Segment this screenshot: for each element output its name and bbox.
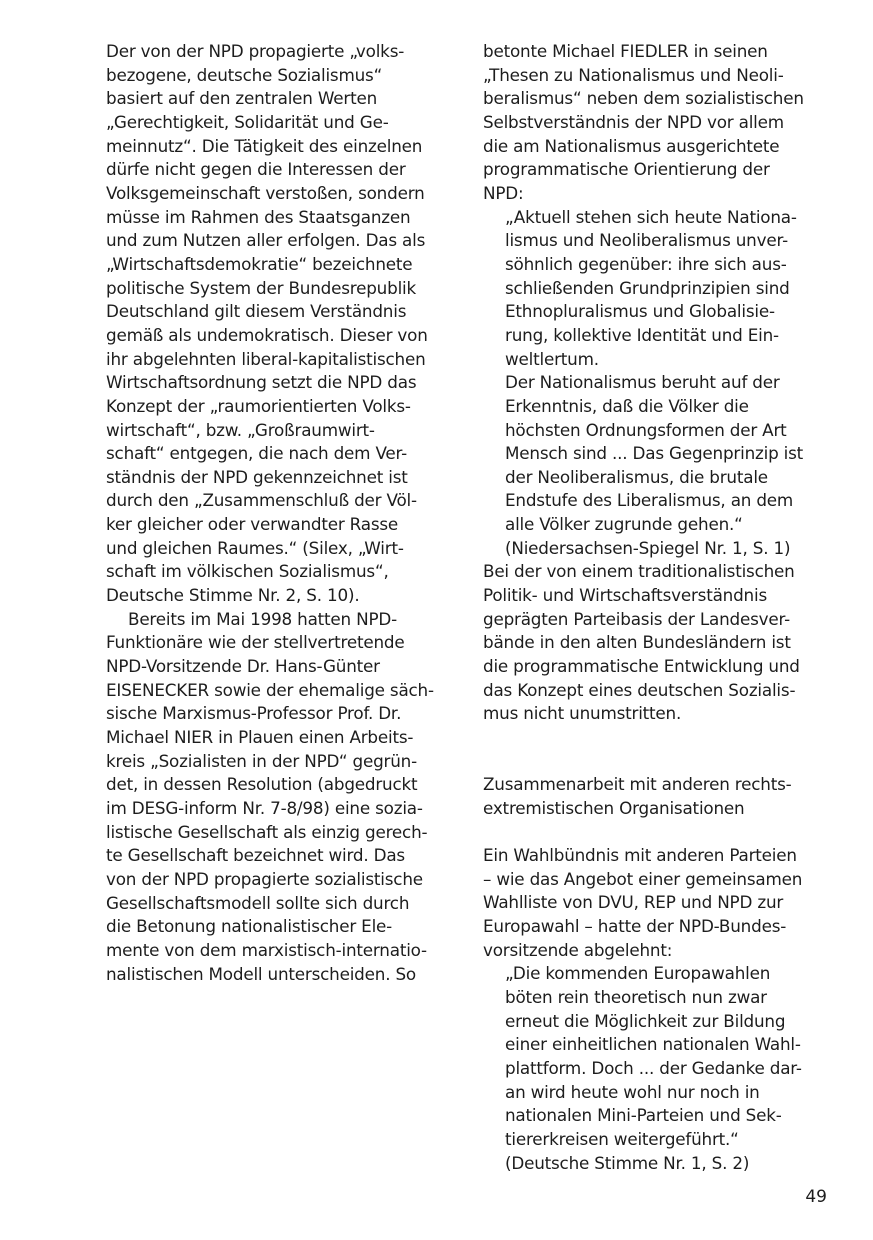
text-line: dürfe nicht gegen die Interessen der <box>106 159 406 180</box>
text-line: und zum Nutzen aller erfolgen. Das als <box>106 230 426 251</box>
page-number: 49 <box>805 1187 827 1207</box>
quote-line: tiererkreisen weitergeführt.“ <box>505 1128 739 1149</box>
quote-line: nationalen Mini-Parteien und Sek- <box>505 1105 782 1126</box>
quote-line: Erkenntnis, daß die Völker die <box>505 395 749 416</box>
text-line: NPD-Vorsitzende Dr. Hans-Günter <box>106 656 380 677</box>
text-line: det, in dessen Resolution (abgedruckt <box>106 774 418 795</box>
text-line: mus nicht unumstritten. <box>483 703 682 724</box>
text-line: bezogene, deutsche Sozialismus“ <box>106 64 383 85</box>
text-line: Selbstverständnis der NPD vor allem <box>483 111 784 132</box>
text-line: im DESG-inform Nr. 7-8/98) eine sozia- <box>106 798 423 818</box>
text-line: EISENECKER sowie der ehemalige säch- <box>106 679 434 700</box>
section-spacer <box>483 726 828 773</box>
quote-line: böten rein theoretisch nun zwar <box>505 986 767 1007</box>
text-line: nalistischen Modell unterscheiden. So <box>106 963 416 984</box>
text-line: „Wirtschaftsdemokratie“ bezeichnete <box>106 253 413 274</box>
text-line: sische Marxismus-Professor Prof. Dr. <box>106 703 402 724</box>
quote-line: „Die kommenden Europawahlen <box>505 963 771 984</box>
text-line: von der NPD propagierte sozialistische <box>106 868 423 889</box>
text-line: ständnis der NPD gekennzeichnet ist <box>106 466 408 487</box>
text-line: die Betonung nationalistischer Ele- <box>106 916 393 937</box>
text-line: Volksgemeinschaft verstoßen, sondern <box>106 182 425 203</box>
quote-line: einer einheitlichen nationalen Wahl- <box>505 1034 801 1055</box>
text-line: Deutschland gilt diesem Verständnis <box>106 301 407 322</box>
quote-line: an wird heute wohl nur noch in <box>505 1081 760 1102</box>
quote-source: (Niedersachsen-Spiegel Nr. 1, S. 1) <box>505 537 791 558</box>
text-line: und gleichen Raumes.“ (Silex, „Wirt- <box>106 537 404 558</box>
block-quote-2 <box>483 962 828 1175</box>
text-line: Wirtschaftsordnung setzt die NPD das <box>106 372 417 393</box>
right-paragraph-2 <box>483 560 828 726</box>
text-line: schaft“ entgegen, die nach dem Ver- <box>106 443 408 464</box>
right-paragraph-3 <box>483 844 828 962</box>
section-heading <box>483 773 828 820</box>
left-column <box>106 40 451 986</box>
quote-line: alle Völker zugrunde gehen.“ <box>505 514 743 535</box>
text-line: politische System der Bundesrepublik <box>106 277 417 298</box>
text-line: Der von der NPD propagierte „volks- <box>106 41 405 61</box>
quote-line: Der Nationalismus beruht auf der <box>505 372 780 393</box>
text-line: Gesellschaftsmodell sollte sich durch <box>106 892 410 913</box>
text-line: Deutsche Stimme Nr. 2, S. 10). <box>106 585 360 606</box>
left-paragraph-2 <box>106 608 451 987</box>
right-paragraph-1 <box>483 40 828 206</box>
quote-source: (Deutsche Stimme Nr. 1, S. 2) <box>505 1152 750 1173</box>
text-line: die am Nationalismus ausgerichtete <box>483 135 780 156</box>
quote-line: „Aktuell stehen sich heute Nationa- <box>505 206 797 227</box>
text-line: „Thesen zu Nationalismus und Neoli- <box>483 64 784 85</box>
text-line: ker gleicher oder verwandter Rasse <box>106 514 399 535</box>
text-line: Ein Wahlbündnis mit anderen Parteien <box>483 844 797 865</box>
quote-line: schließenden Grundprinzipien sind <box>505 277 790 298</box>
quote-line: Endstufe des Liberalismus, an dem <box>505 490 794 511</box>
text-line: mente von dem marxistisch-internatio- <box>106 939 427 960</box>
quote-line: erneut die Möglichkeit zur Bildung <box>505 1010 786 1031</box>
quote-line: söhnlich gegenüber: ihre sich aus- <box>505 253 787 274</box>
quote-line: plattform. Doch ... der Gedanke dar- <box>505 1057 802 1078</box>
heading-line: Zusammenarbeit mit anderen rechts- <box>483 774 792 795</box>
quote-line: weltlertum. <box>505 348 599 369</box>
text-line: durch den „Zusammenschluß der Völ- <box>106 490 417 511</box>
quote-line: höchsten Ordnungsformen der Art <box>505 419 787 440</box>
text-line: Politik- und Wirtschaftsverständnis <box>483 585 768 606</box>
text-line: – wie das Angebot einer gemeinsamen <box>483 868 803 889</box>
text-line: betonte Michael FIEDLER in seinen <box>483 41 768 61</box>
text-line: programmatische Orientierung der <box>483 159 770 180</box>
quote-line: rung, kollektive Identität und Ein- <box>505 324 779 345</box>
text-line: ihr abgelehnten liberal-kapitalistischen <box>106 348 426 369</box>
text-line: bände in den alten Bundesländern ist <box>483 632 791 653</box>
text-line: wirtschaft“, bzw. „Großraumwirt- <box>106 419 375 440</box>
text-line: geprägten Parteibasis der Landesver- <box>483 608 791 629</box>
quote-line: Mensch sind ... Das Gegenprinzip ist <box>505 443 804 464</box>
text-line: basiert auf den zentralen Werten <box>106 88 378 109</box>
quote-line: Ethnopluralismus und Globalisie- <box>505 301 775 322</box>
text-line: NPD: <box>483 182 524 203</box>
text-line: das Konzept eines deutschen Sozialis- <box>483 679 796 700</box>
text-line: Europawahl – hatte der NPD-Bundes- <box>483 915 787 936</box>
left-paragraph-1 <box>106 40 451 608</box>
text-line: Konzept der „raumorientierten Volks- <box>106 395 411 416</box>
block-quote-1 <box>483 206 828 561</box>
text-line: Michael NIER in Plauen einen Arbeits- <box>106 727 414 748</box>
text-line: te Gesellschaft bezeichnet wird. Das <box>106 845 405 866</box>
text-line: die programmatische Entwicklung und <box>483 656 800 677</box>
text-line: Bei der von einem traditionalistischen <box>483 561 795 582</box>
section-spacer <box>483 820 828 844</box>
text-line: schaft im völkischen Sozialismus“, <box>106 561 389 582</box>
text-line: meinnutz“. Die Tätigkeit des einzelnen <box>106 135 423 156</box>
text-line: gemäß als undemokratisch. Dieser von <box>106 324 428 345</box>
text-line: listische Gesellschaft als einzig gerech- <box>106 821 428 842</box>
quote-line: der Neoliberalismus, die brutale <box>505 466 768 487</box>
text-line: müsse im Rahmen des Staatsganzen <box>106 206 411 227</box>
quote-line: lismus und Neoliberalismus unver- <box>505 230 788 251</box>
text-line: Wahlliste von DVU, REP und NPD zur <box>483 892 784 913</box>
text-line: kreis „Sozialisten in der NPD“ gegrün- <box>106 750 417 771</box>
text-line: Funktionäre wie der stellvertretende <box>106 632 405 653</box>
heading-line: extremistischen Organisationen <box>483 797 745 818</box>
text-line: Bereits im Mai 1998 hatten NPD- <box>128 608 397 629</box>
text-line: vorsitzende abgelehnt: <box>483 939 673 960</box>
text-line: beralismus“ neben dem sozialistischen <box>483 88 804 109</box>
right-column <box>483 40 828 1175</box>
text-line: „Gerechtigkeit, Solidarität und Ge- <box>106 111 389 132</box>
